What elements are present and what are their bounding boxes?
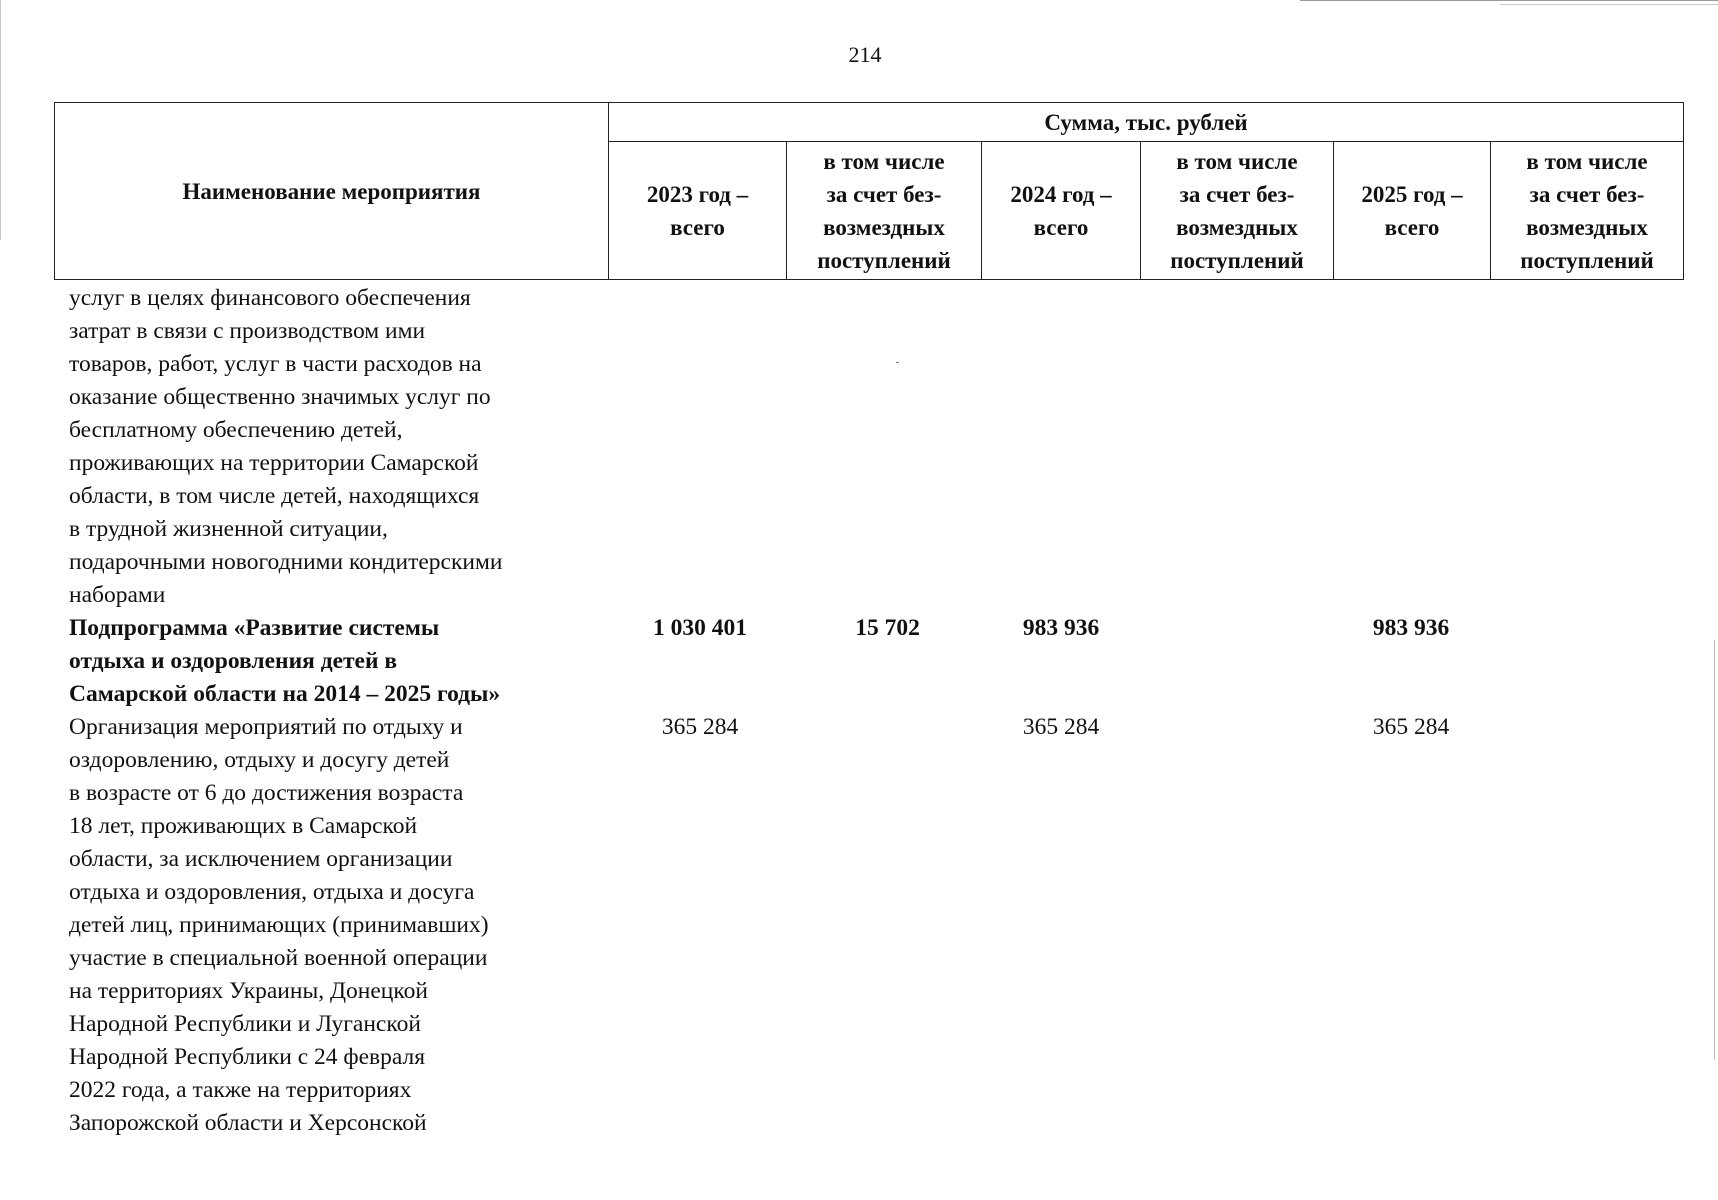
header-2025-total: 2025 год – всего [1334, 142, 1491, 280]
value-2025-total: 983 936 [1372, 615, 1450, 641]
value-2024-total: 365 284 [1022, 714, 1100, 740]
header-2024-grants: в том числе за счет без- возмездных поступлений [1141, 142, 1334, 280]
header-2023-grants: в том числе за счет без- возмездных поступлений [787, 142, 982, 280]
table-row [0, 711, 1718, 1140]
scan-edge-left [0, 0, 1, 240]
value-2023-total: 365 284 [661, 714, 739, 740]
header-sum: Сумма, тыс. рублей [609, 103, 1684, 142]
header-2023-total: 2023 год – всего [609, 142, 787, 280]
scan-edge-top-right-2 [1500, 4, 1718, 5]
scan-speck [896, 362, 899, 363]
value-2023-grants: 15 702 [855, 615, 920, 641]
activity-name: Организация мероприятий по отдыху и оздоровлению, отдыху и досугу детей в возрасте от 6 до достижения возраста 18 лет, проживающих в Самарской области, за исключением организации отдыха и оздоровления, отдыха и досуга детей лиц, принимающих (принимавших) участие в специальной военной операции на территориях Украины, Донецкой Народной Республики и Луганской Народной Республики с 24 февраля 2022 года, а также на территориях Запорожской области и Херсонской [69, 714, 489, 1136]
page-number: 214 [848, 42, 882, 67]
header-activity-name: Наименование мероприятия [55, 103, 609, 280]
activity-name: услуг в целях финансового обеспечения затрат в связи с производством ими товаров, работ, услуг в части расходов на оказание общественно значимых услуг по бесплатному обеспечению детей, проживающих на территории Самарской области, в том числе детей, находящихся в трудной жизненной ситуации, подарочными новогодними кондитерскими наборами [69, 285, 503, 608]
table-row [0, 282, 1718, 612]
header-2025-grants: в том числе за счет без- возмездных поступлений [1491, 142, 1684, 280]
scan-edge-top-right [1300, 0, 1718, 1]
table-row-subprogram [0, 612, 1718, 711]
header-2024-total: 2024 год – всего [982, 142, 1141, 280]
table-header [54, 102, 1684, 280]
value-2024-total: 983 936 [1022, 615, 1100, 641]
activity-name: Подпрограмма «Развитие системы отдыха и оздоровления детей в Самарской области на 2014 – 2025 годы» [69, 615, 501, 707]
value-2023-total: 1 030 401 [653, 615, 747, 641]
value-2025-total: 365 284 [1372, 714, 1450, 740]
table-body [0, 282, 1718, 1140]
